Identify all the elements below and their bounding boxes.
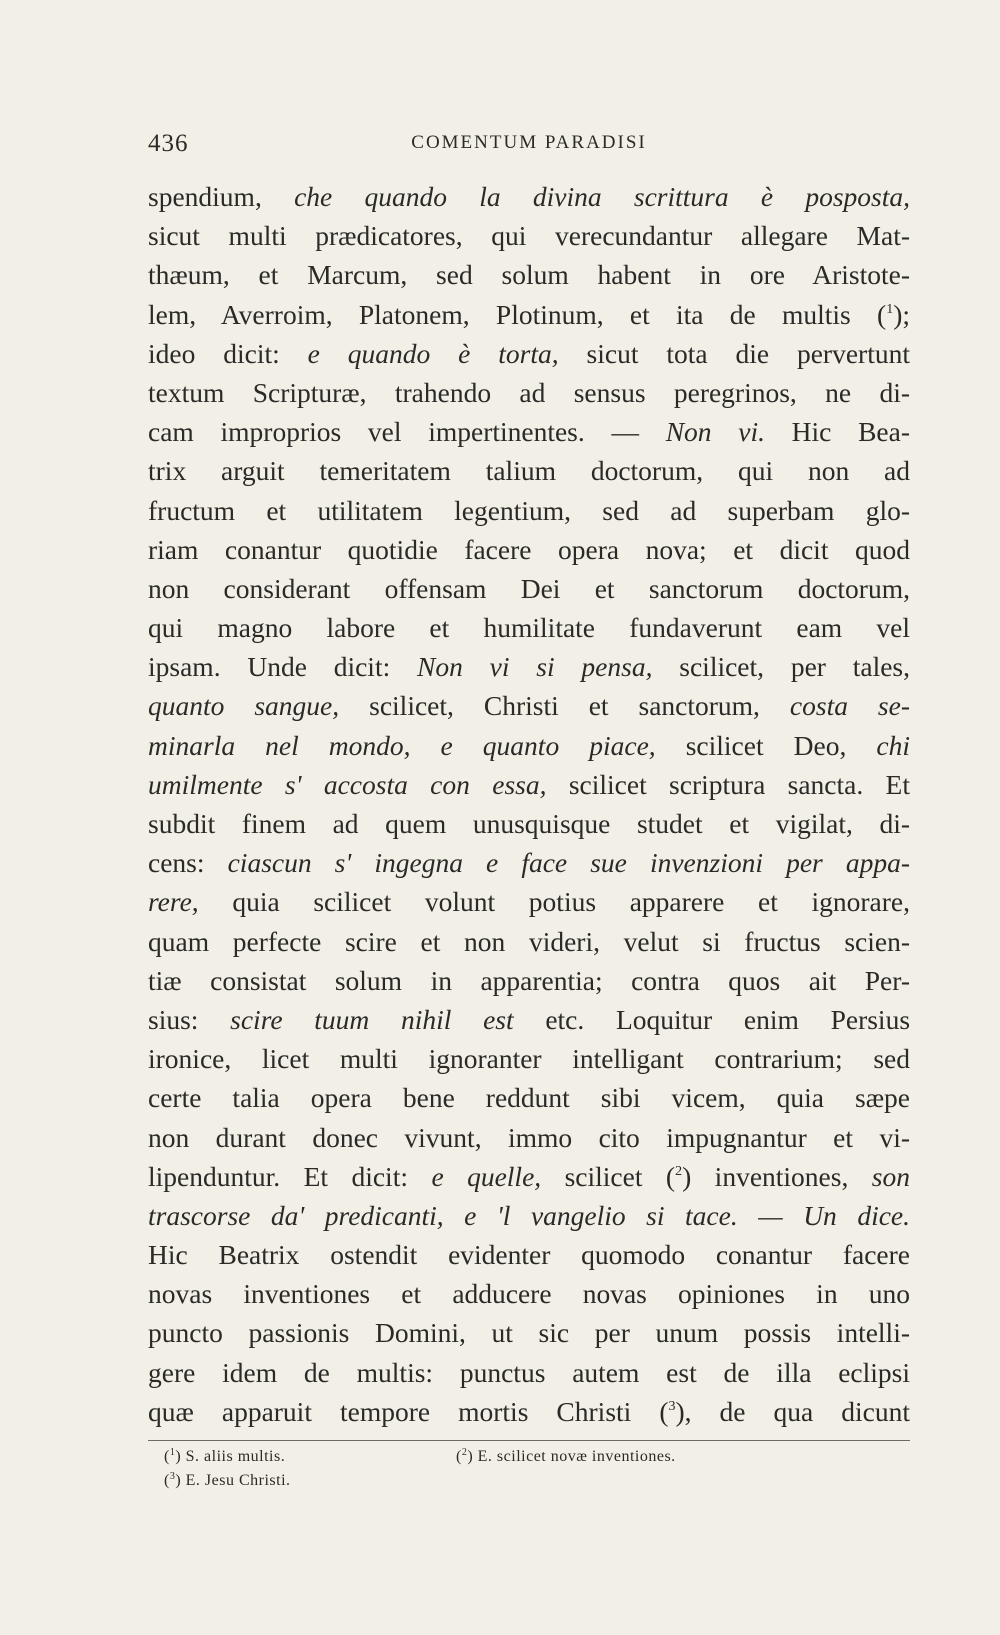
text-line: fructum et utilitatem legentium, sed ad superbam glo- (148, 494, 910, 526)
italic-quote: minarla nel mondo, e quanto piace, (148, 729, 656, 761)
text-line (148, 1000, 910, 1039)
text-line (148, 295, 910, 334)
text-line (148, 726, 910, 765)
footnote-mark: 3 (169, 1471, 176, 1482)
footnote: ($^3$) E. Jesu Christi. (164, 1471, 291, 1489)
text-span: ) inventiones, (682, 1160, 872, 1192)
text-span: Hic Bea- (764, 416, 911, 448)
text-line: riam conantur quotidie facere opera nova; et dicit quod (148, 533, 910, 565)
footnote-text: E. scilicet novæ inventiones. (477, 1448, 676, 1465)
footnote-ref: 1 (886, 301, 894, 317)
italic-quote: e quelle, (431, 1160, 542, 1192)
footnote-divider (148, 1440, 910, 1441)
text-line: ironice, licet multi ignoranter intelligant contrarium; sed (148, 1043, 910, 1075)
text-span: scilicet scriptura sancta. Et (546, 768, 910, 800)
text-line: non durant donec vivunt, immo cito impugnantur et vi- (148, 1121, 910, 1153)
italic-quote: son (871, 1160, 910, 1192)
italic-quote: costa se- (789, 690, 910, 722)
italic-quote: umilmente s' accosta con essa, (148, 768, 547, 800)
page-number: 436 (148, 130, 189, 157)
text-span: etc. Loquitur enim Persius (513, 1003, 911, 1035)
text-span: ); (893, 298, 910, 330)
text-span: ideo dicit: (148, 337, 308, 369)
italic-quote: scire tuum nihil est (230, 1003, 514, 1035)
text-line (148, 412, 910, 451)
text-line: trix arguit temeritatem talium doctorum, qui non ad (148, 455, 910, 487)
italic-quote: e quando è torta, (307, 337, 559, 369)
text-line (148, 882, 910, 921)
footnote-mark: 1 (169, 1447, 176, 1458)
text-line: qui magno labore et humilitate fundaverunt eam vel (148, 612, 910, 644)
italic-quote: Non vi si pensa, (417, 651, 653, 683)
text-span: lem, Averroim, Platonem, Plotinum, et ita de multis ( (148, 298, 887, 330)
text-line (148, 1392, 910, 1431)
text-line: trascorse da' predicanti, e 'l vangelio si tace. — Un dice. (148, 1199, 910, 1231)
text-span: quæ apparuit tempore mortis Christi ( (148, 1395, 669, 1427)
text-span: spendium, (148, 181, 295, 212)
text-line: novas inventiones et adducere novas opiniones in uno (148, 1278, 910, 1310)
text-line: thæum, et Marcum, sed solum habent in ore Aristote- (148, 259, 910, 291)
text-line: subdit finem ad quem unusquisque studet et vigilat, di- (148, 808, 910, 839)
text-span: cens: (148, 847, 228, 879)
text-line: non considerant offensam Dei et sanctorum doctorum, (148, 572, 910, 604)
text-line: certe talia opera bene reddunt sibi vicem, quia sæpe (148, 1082, 910, 1114)
text-line (148, 843, 910, 882)
italic-quote: ciascun s' ingegna e face sue invenzioni per appa- (227, 847, 910, 879)
footnote: ($^2$) E. scilicet novæ inventiones. (456, 1447, 676, 1465)
running-title: COMENTUM PARADISI (411, 132, 647, 153)
text-line (148, 334, 910, 373)
italic-quote: Non vi. (665, 416, 765, 448)
text-line: quam perfecte scire et non videri, velut si fructus scien- (148, 925, 910, 957)
text-line (148, 647, 910, 686)
text-line: puncto passionis Domini, ut sic per unum possis intelli- (148, 1317, 910, 1349)
italic-quote: rere, (148, 886, 199, 918)
italic-quote: quanto sangue, (148, 690, 340, 722)
page-header (148, 130, 910, 162)
text-span: ), de qua dicunt (675, 1395, 910, 1427)
text-line (148, 686, 910, 725)
italic-quote: che quando la divina scrittura è posposta, (294, 181, 910, 212)
footnote-ref: 3 (668, 1398, 676, 1414)
footnote-ref: 2 (675, 1163, 683, 1179)
text-line: tiæ consistat solum in apparentia; contra quos ait Per- (148, 964, 910, 996)
text-span: sicut tota die pervertunt (558, 337, 910, 369)
text-line: Hic Beatrix ostendit evidenter quomodo conantur facere (148, 1239, 910, 1271)
footnote-mark: 2 (461, 1447, 468, 1458)
text-span: quia scilicet volunt potius apparere et ignorare, (198, 886, 910, 918)
footnote-text: E. Jesu Christi. (185, 1472, 291, 1489)
main-text (148, 177, 910, 1431)
text-line: sicut multi prædicatores, qui verecundantur allegare Mat- (148, 220, 910, 252)
footnote: ($^1$) S. aliis multis. (164, 1447, 286, 1465)
text-span: scilicet ( (541, 1160, 676, 1192)
text-span: ipsam. Unde dicit: (148, 651, 418, 683)
footnote-text: S. aliis multis. (185, 1448, 286, 1465)
text-span: scilicet, Christi et sanctorum, (339, 690, 790, 722)
text-line (148, 1157, 910, 1196)
text-line: gere idem de multis: punctus autem est de illa eclipsi (148, 1356, 910, 1388)
text-line: textum Scripturæ, trahendo ad sensus peregrinos, ne di- (148, 376, 910, 408)
text-span: sius: (148, 1003, 231, 1035)
italic-quote: chi (876, 729, 910, 761)
text-line (148, 177, 910, 216)
text-span: cam improprios vel impertinentes. — (148, 416, 666, 448)
text-span: scilicet, per tales, (652, 651, 910, 683)
text-span: scilicet Deo, (655, 729, 877, 761)
text-span: lipenduntur. Et dicit: (148, 1160, 432, 1192)
text-line (148, 765, 910, 804)
